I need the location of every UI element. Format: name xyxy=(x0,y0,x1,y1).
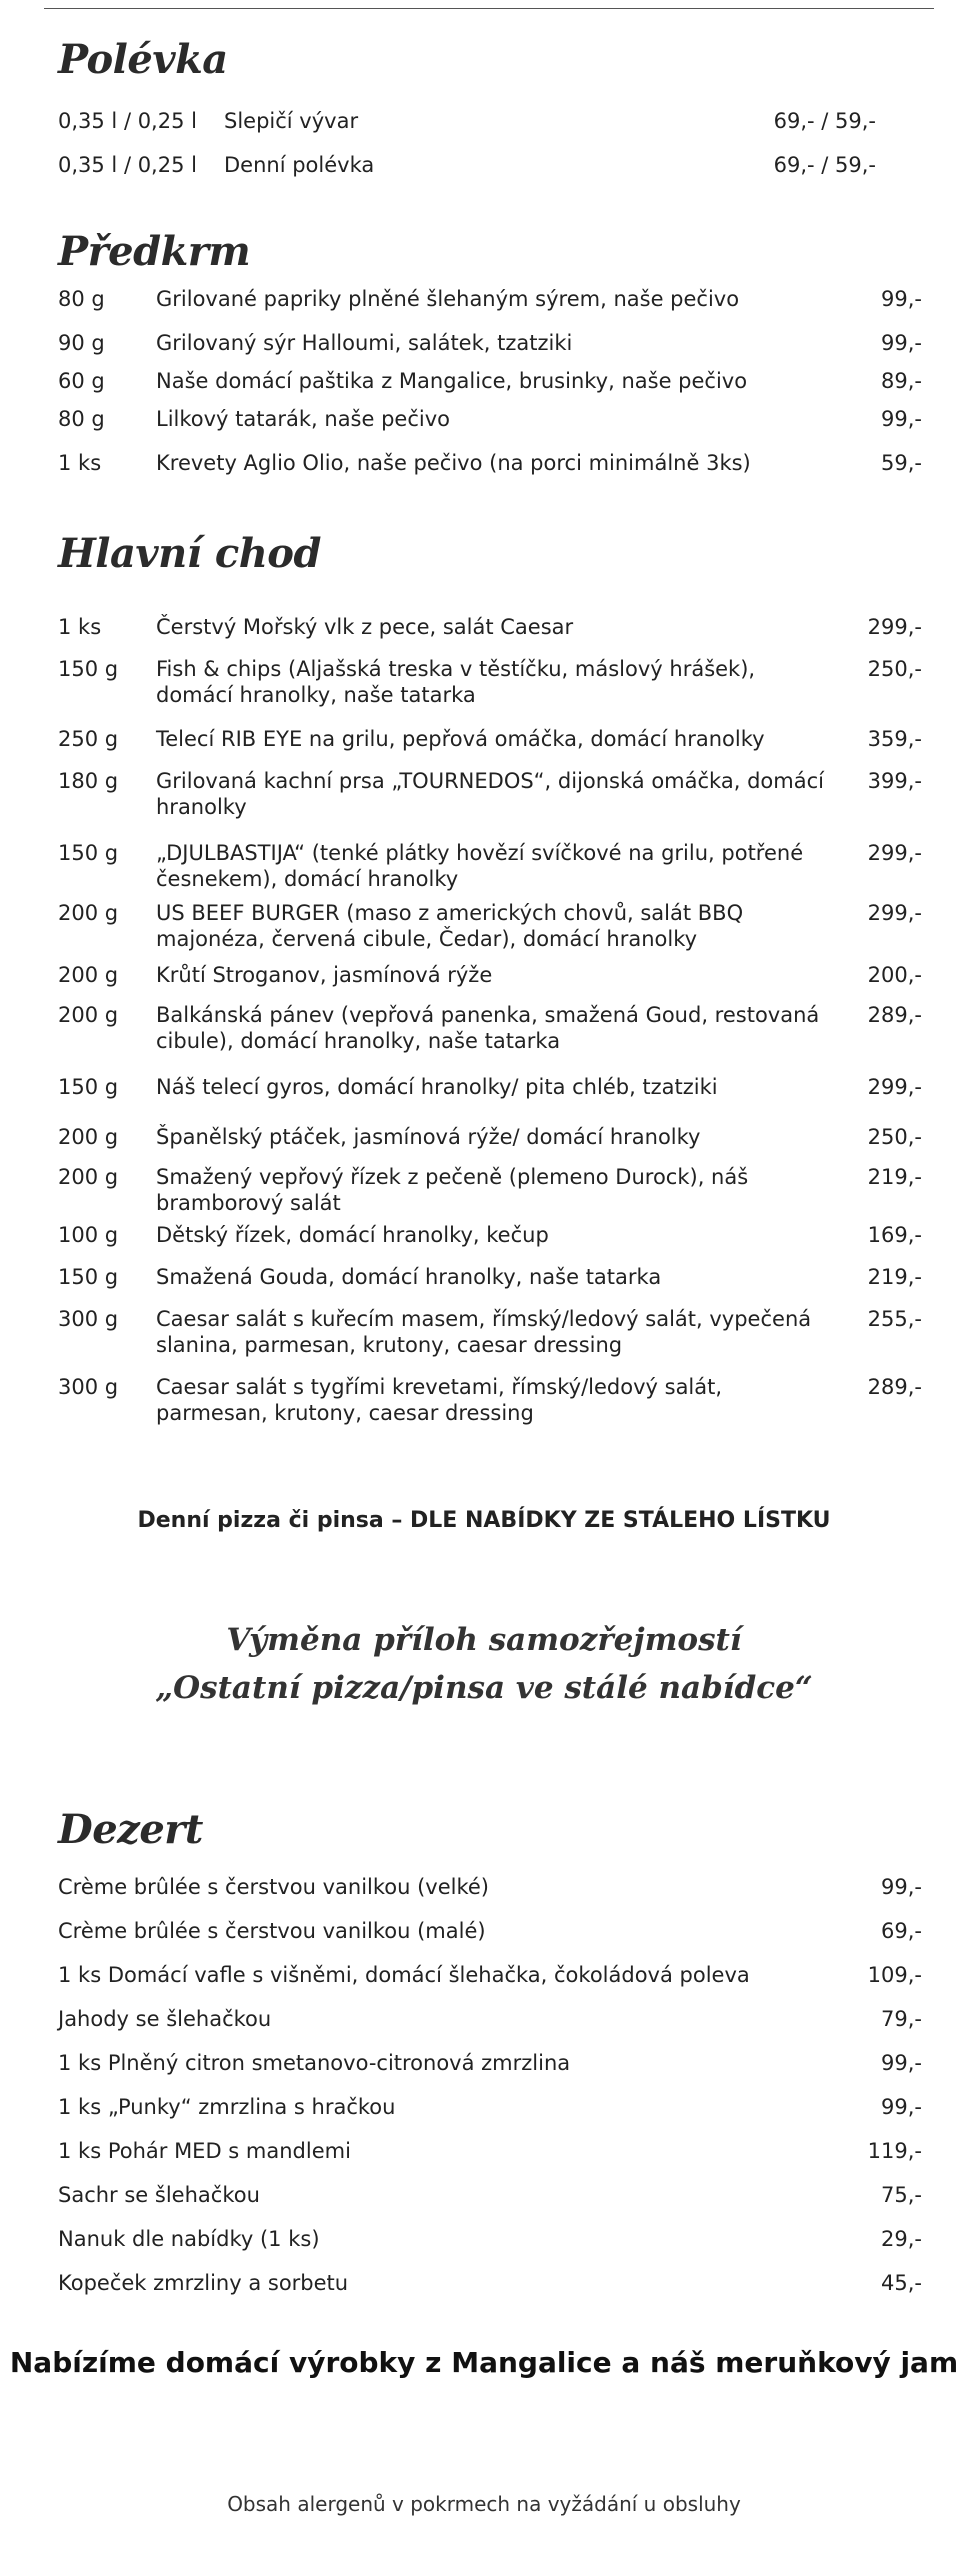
item-price: 99,- xyxy=(881,2095,922,2119)
item-name: Slepičí vývar xyxy=(224,109,359,133)
item-name: Čerstvý Mořský vlk z pece, salát Caesar xyxy=(156,615,574,639)
item-name: „DJULBASTIJA“ (tenké plátky hovězí svíčkové na grilu, potřené česnekem), domácí hranolky xyxy=(156,841,804,891)
item-price: 299,- xyxy=(867,901,922,925)
item-name: Denní polévka xyxy=(224,153,375,177)
item-quantity: 150 g xyxy=(58,1075,119,1099)
dessert-heading: Dezert xyxy=(58,1806,203,1853)
item-name: US BEEF BURGER (maso z amerických chovů, salát BBQ majonéza, červená cibule, Čedar), domácí hranolky xyxy=(156,901,744,951)
item-quantity: 200 g xyxy=(58,963,119,987)
item-name: Crème brûlée s čerstvou vanilkou (velké) xyxy=(58,1875,490,1899)
item-quantity: 100 g xyxy=(58,1223,119,1247)
item-price: 99,- xyxy=(881,407,922,431)
item-price: 399,- xyxy=(867,769,922,793)
item-quantity: 150 g xyxy=(58,841,119,865)
item-quantity: 60 g xyxy=(58,369,105,393)
item-name: Caesar salát s tygřími krevetami, římský/ledový salát, parmesan, krutony, caesar dressing xyxy=(156,1375,723,1425)
item-name: Krevety Aglio Olio, naše pečivo (na porci minimálně 3ks) xyxy=(156,451,751,475)
item-price: 99,- xyxy=(881,2051,922,2075)
item-name: Kopeček zmrzliny a sorbetu xyxy=(58,2271,349,2295)
item-price: 299,- xyxy=(867,1075,922,1099)
item-quantity: 0,35 l / 0,25 l xyxy=(58,109,197,133)
item-name: Grilované papriky plněné šlehaným sýrem, naše pečivo xyxy=(156,287,740,311)
item-name: Fish & chips (Aljašská treska v těstíčku, máslový hrášek), domácí hranolky, naše tatarka xyxy=(156,657,756,707)
item-quantity: 300 g xyxy=(58,1375,119,1399)
main-course-heading: Hlavní chod xyxy=(58,530,321,577)
item-price: 219,- xyxy=(867,1265,922,1289)
item-price: 250,- xyxy=(867,657,922,681)
item-quantity: 80 g xyxy=(58,407,105,431)
item-name: Grilovaná kachní prsa „TOURNEDOS“, dijonská omáčka, domácí hranolky xyxy=(156,769,824,819)
item-name: 1 ks Pohár MED s mandlemi xyxy=(58,2139,351,2163)
item-quantity: 150 g xyxy=(58,1265,119,1289)
item-price: 99,- xyxy=(881,287,922,311)
item-quantity: 180 g xyxy=(58,769,119,793)
item-price: 119,- xyxy=(867,2139,922,2163)
item-name: Crème brûlée s čerstvou vanilkou (malé) xyxy=(58,1919,486,1943)
item-quantity: 150 g xyxy=(58,657,119,681)
item-price: 89,- xyxy=(881,369,922,393)
item-quantity: 0,35 l / 0,25 l xyxy=(58,153,197,177)
item-price: 45,- xyxy=(881,2271,922,2295)
item-price: 69,- xyxy=(881,1919,922,1943)
item-price: 79,- xyxy=(881,2007,922,2031)
item-price: 255,- xyxy=(867,1307,922,1331)
item-name: Španělský ptáček, jasmínová rýže/ domácí hranolky xyxy=(156,1125,701,1149)
starter-heading: Předkrm xyxy=(58,228,251,275)
item-quantity: 200 g xyxy=(58,901,119,925)
item-name: Jahody se šlehačkou xyxy=(58,2007,272,2031)
item-quantity: 250 g xyxy=(58,727,119,751)
item-price: 219,- xyxy=(867,1165,922,1189)
item-price: 69,- / 59,- xyxy=(773,153,876,177)
item-name: 1 ks „Punky“ zmrzlina s hračkou xyxy=(58,2095,396,2119)
item-quantity: 1 ks xyxy=(58,615,102,639)
item-name: Dětský řízek, domácí hranolky, kečup xyxy=(156,1223,549,1247)
item-price: 299,- xyxy=(867,841,922,865)
item-name: Sachr se šlehačkou xyxy=(58,2183,260,2207)
item-name: 1 ks Domácí vafle s višněmi, domácí šlehačka, čokoládová poleva xyxy=(58,1963,750,1987)
item-name: Balkánská pánev (vepřová panenka, smažená Goud, restovaná cibule), domácí hranolky, naše tatarka xyxy=(156,1003,820,1053)
item-quantity: 200 g xyxy=(58,1165,119,1189)
other-pizza-note: „Ostatní pizza/pinsa ve stálé nabídce“ xyxy=(155,1670,813,1706)
item-price: 250,- xyxy=(867,1125,922,1149)
item-price: 69,- / 59,- xyxy=(773,109,876,133)
item-quantity: 80 g xyxy=(58,287,105,311)
item-quantity: 90 g xyxy=(58,331,105,355)
item-name: Nanuk dle nabídky (1 ks) xyxy=(58,2227,320,2251)
item-price: 99,- xyxy=(881,331,922,355)
allergen-note: Obsah alergenů v pokrmech na vyžádání u obsluhy xyxy=(227,2492,741,2516)
item-price: 359,- xyxy=(867,727,922,751)
item-price: 75,- xyxy=(881,2183,922,2207)
item-name: Smažená Gouda, domácí hranolky, naše tatarka xyxy=(156,1265,662,1289)
item-price: 299,- xyxy=(867,615,922,639)
pizza-note: Denní pizza či pinsa – DLE NABÍDKY ZE STÁLEHO LÍSTKU xyxy=(137,1508,831,1533)
item-name: Telecí RIB EYE na grilu, pepřová omáčka, domácí hranolky xyxy=(156,727,765,751)
item-price: 29,- xyxy=(881,2227,922,2251)
item-quantity: 200 g xyxy=(58,1125,119,1149)
item-name: 1 ks Plněný citron smetanovo-citronová zmrzlina xyxy=(58,2051,571,2075)
item-price: 169,- xyxy=(867,1223,922,1247)
item-quantity: 1 ks xyxy=(58,451,102,475)
item-name: Lilkový tatarák, naše pečivo xyxy=(156,407,450,431)
item-name: Náš telecí gyros, domácí hranolky/ pita chléb, tzatziki xyxy=(156,1075,718,1099)
item-price: 109,- xyxy=(867,1963,922,1987)
side-dish-exchange-note: Výměna příloh samozřejmostí xyxy=(226,1622,742,1658)
item-name: Caesar salát s kuřecím masem, římský/ledový salát, vypečená slanina, parmesan, krutony, caesar dressing xyxy=(156,1307,812,1357)
item-name: Naše domácí paštika z Mangalice, brusinky, naše pečivo xyxy=(156,369,748,393)
soup-heading: Polévka xyxy=(58,36,228,83)
item-quantity: 300 g xyxy=(58,1307,119,1331)
item-price: 289,- xyxy=(867,1375,922,1399)
mangalica-promo: Nabízíme domácí výrobky z Mangalice a náš meruňkový jam xyxy=(9,2346,959,2379)
item-price: 289,- xyxy=(867,1003,922,1027)
item-name: Krůtí Stroganov, jasmínová rýže xyxy=(156,963,493,987)
item-price: 200,- xyxy=(867,963,922,987)
item-quantity: 200 g xyxy=(58,1003,119,1027)
item-price: 59,- xyxy=(881,451,922,475)
item-name: Smažený vepřový řízek z pečeně (plemeno Durock), náš bramborový salát xyxy=(156,1165,749,1215)
item-name: Grilovaný sýr Halloumi, salátek, tzatziki xyxy=(156,331,573,355)
top-divider xyxy=(44,8,934,9)
item-price: 99,- xyxy=(881,1875,922,1899)
